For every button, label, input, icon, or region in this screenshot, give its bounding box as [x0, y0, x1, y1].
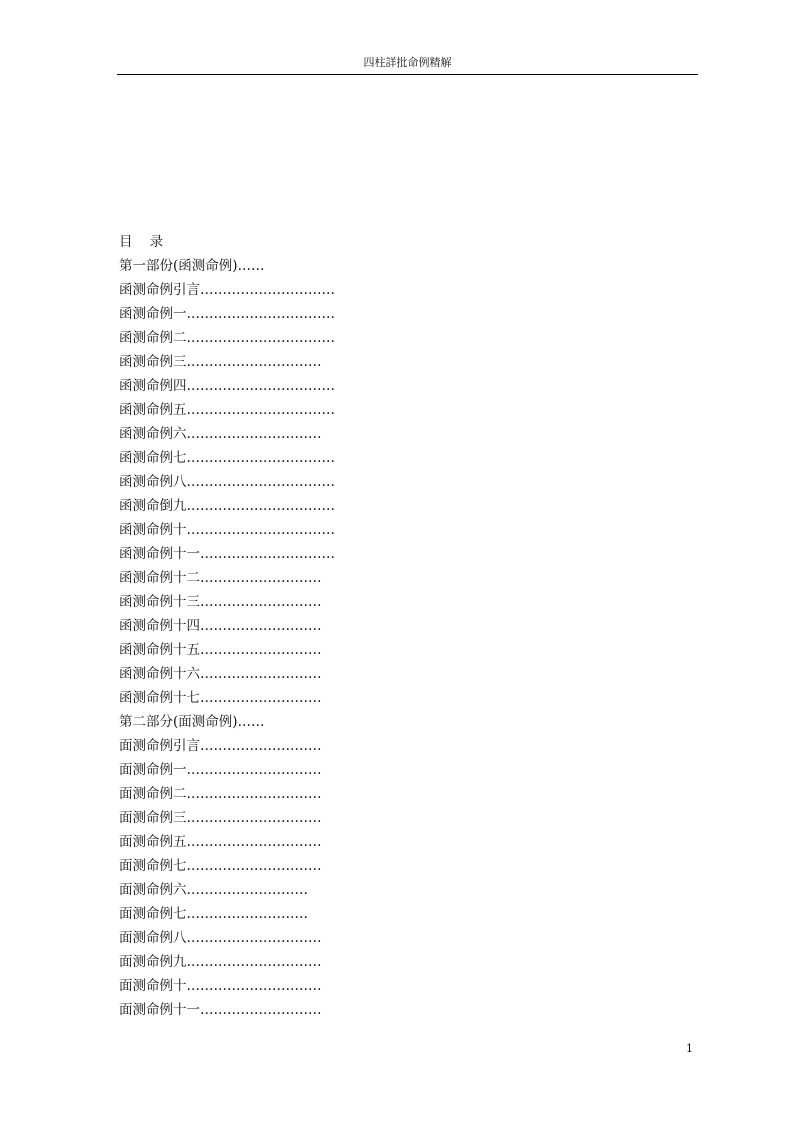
toc-entry: 函测命倒九…………………………… — [119, 498, 335, 514]
toc-entry: 函测命例五…………………………… — [119, 402, 335, 418]
toc-entry: 面测命例七………………………… — [119, 858, 322, 874]
toc-entry: 函测命例八…………………………… — [119, 474, 335, 490]
toc-entry: 函测命例十四……………………… — [119, 618, 322, 634]
toc-entry: 函测命例十六……………………… — [119, 666, 322, 682]
toc-entry: 面测命例三………………………… — [119, 810, 322, 826]
toc-entry: 面测命例五………………………… — [119, 834, 322, 850]
toc-entry: 函测命例十…………………………… — [119, 522, 335, 538]
toc-entry-part-two: 第二部分(面测命例)…… — [119, 714, 265, 730]
toc-entry: 函测命例七…………………………… — [119, 450, 335, 466]
toc-entry: 面测命例十一……………………… — [119, 1002, 322, 1018]
toc-entry: 函测命例十七……………………… — [119, 690, 322, 706]
toc-entry: 函测命例十一………………………… — [119, 546, 335, 562]
toc-entry: 面测命例一………………………… — [119, 762, 322, 778]
toc-list — [119, 254, 519, 1022]
toc-entry: 面测命例六……………………… — [119, 882, 308, 898]
toc-entry: 面测命例引言……………………… — [119, 738, 322, 754]
toc-entry: 面测命例十………………………… — [119, 978, 322, 994]
toc-entry: 面测命例二………………………… — [119, 786, 322, 802]
toc-title: 目 录 — [119, 234, 164, 250]
toc-entry: 面测命例八………………………… — [119, 930, 322, 946]
header-title: 四柱詳批命例精解 — [363, 56, 452, 69]
toc-entry: 函测命例三………………………… — [119, 354, 322, 370]
toc-entry: 函测命例十三……………………… — [119, 594, 322, 610]
toc-entry: 函测命例一…………………………… — [119, 306, 335, 322]
page-header — [117, 54, 698, 75]
toc-entry: 面测命例七……………………… — [119, 906, 308, 922]
toc-entry: 函测命例二…………………………… — [119, 330, 335, 346]
toc-entry: 函测命例六………………………… — [119, 426, 322, 442]
toc-entry: 函测命例十五……………………… — [119, 642, 322, 658]
toc-entry-part-one: 第一部份(函测命例)…… — [119, 258, 265, 274]
page-number: 1 — [686, 1042, 693, 1055]
toc-entry: 面测命例九………………………… — [119, 954, 322, 970]
toc-entry: 函测命例十二……………………… — [119, 570, 322, 586]
table-of-contents — [119, 230, 519, 1022]
toc-entry: 函测命例四…………………………… — [119, 378, 335, 394]
toc-entry: 函测命例引言………………………… — [119, 282, 335, 298]
